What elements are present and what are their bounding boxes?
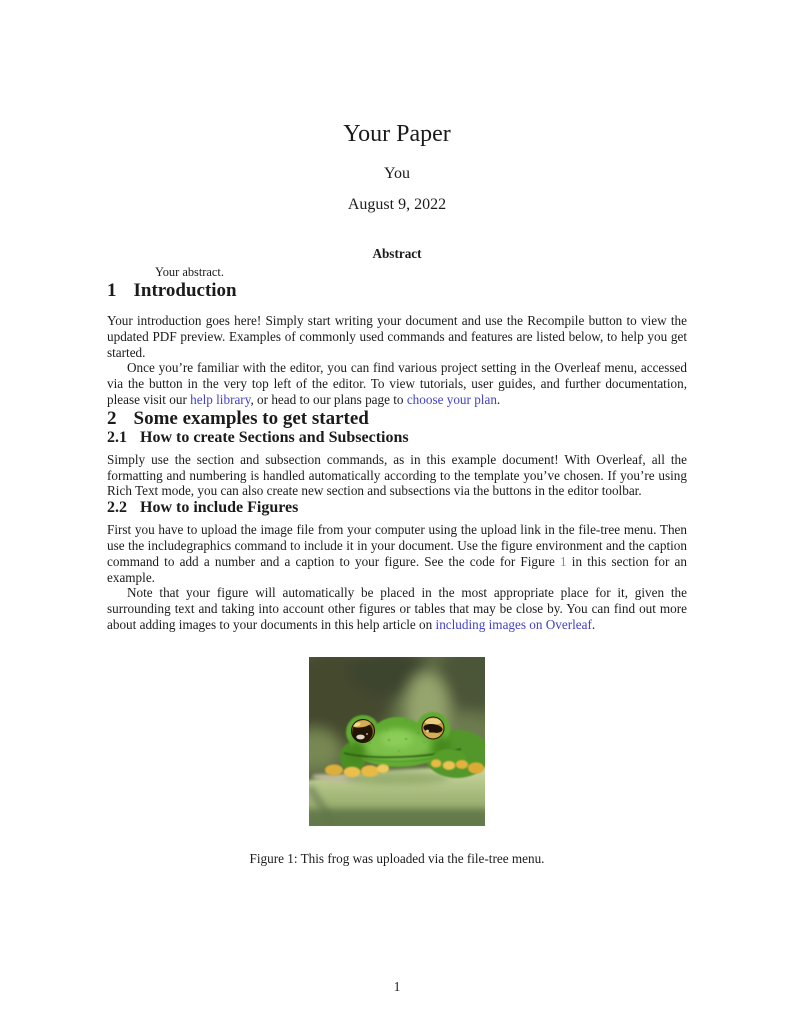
frog-right-eye	[422, 717, 444, 739]
figure-caption: Figure 1: This frog was uploaded via the file-tree menu.	[249, 850, 545, 866]
help-library-link[interactable]: help library	[190, 391, 251, 407]
section-title: Some examples to get started	[133, 407, 369, 429]
frog-photo-graphic	[309, 657, 485, 826]
abstract-heading: Abstract	[372, 246, 422, 261]
paragraph-text: .	[591, 616, 596, 632]
section-examples	[107, 408, 687, 633]
paper-title: Your Paper	[343, 121, 451, 147]
paragraph-text: Note that your figure will automatically be placed in the most appropriate place for it, given the surrounding text and taking into account other figures or tables that may be close by. You can find out more about adding images to your documents in this help article on	[107, 585, 687, 632]
figure-1	[0, 657, 794, 866]
including-images-link[interactable]: including images on Overleaf	[435, 616, 592, 632]
section-number: 1	[107, 280, 117, 301]
section-number: 2	[107, 407, 117, 429]
subsection-heading-figures	[107, 499, 687, 517]
frog-photo	[309, 657, 485, 826]
section-title: Introduction	[133, 280, 237, 301]
section-introduction	[107, 280, 687, 408]
figures-paragraph-2	[107, 585, 687, 632]
subsection-number: 2.2	[107, 499, 127, 517]
abstract-section	[107, 246, 687, 280]
section-heading-examples	[107, 408, 687, 429]
subsection-title: How to include Figures	[140, 499, 299, 517]
subsection-heading-sections	[107, 429, 687, 447]
subsection-number: 2.1	[107, 428, 127, 446]
figure-1-reference-link[interactable]: 1	[560, 553, 567, 569]
page-number: 1	[393, 979, 401, 994]
frog-left-eye	[352, 719, 375, 743]
paper-date: August 9, 2022	[347, 196, 447, 213]
paragraph-text: .	[496, 391, 501, 407]
paper-author: You	[384, 165, 410, 182]
intro-paragraph-2	[107, 360, 687, 407]
sections-paragraph: Simply use the section and subsection commands, as in this example document! With Overleaf, all the formatting and numbering is handled automatically according to the template you’ve chosen. If you’re using Rich Text mode, you can also create new section and subsections via the buttons in the editor toolbar.	[107, 451, 687, 499]
figures-paragraph-1	[107, 522, 687, 585]
abstract-text: Your abstract.	[155, 265, 224, 279]
choose-your-plan-link[interactable]: choose your plan	[406, 391, 497, 407]
intro-paragraph-1: Your introduction goes here! Simply start writing your document and use the Recompile button to view the updated PDF preview. Examples of commonly used commands and features are listed below, to help you get started.	[107, 313, 687, 360]
subsection-title: How to create Sections and Subsections	[140, 428, 409, 446]
paragraph-text: First you have to upload the image file from your computer using the upload link in the file-tree menu. Then use the includegraphics command to include it in your document. Use the figure environment and the caption command to add a number and a caption to your figure. See the code for Figure	[107, 522, 687, 569]
paragraph-text: , or head to our plans page to	[250, 391, 407, 407]
title-block	[107, 121, 687, 214]
paragraph-text: Once you’re familiar with the editor, you can find various project setting in the Overleaf menu, accessed via the button in the very top left of the editor. To view tutorials, user guides, and further documentation, please visit our	[107, 360, 687, 407]
paragraph-text: in this section for an example.	[107, 553, 687, 585]
section-heading-introduction	[107, 280, 687, 301]
